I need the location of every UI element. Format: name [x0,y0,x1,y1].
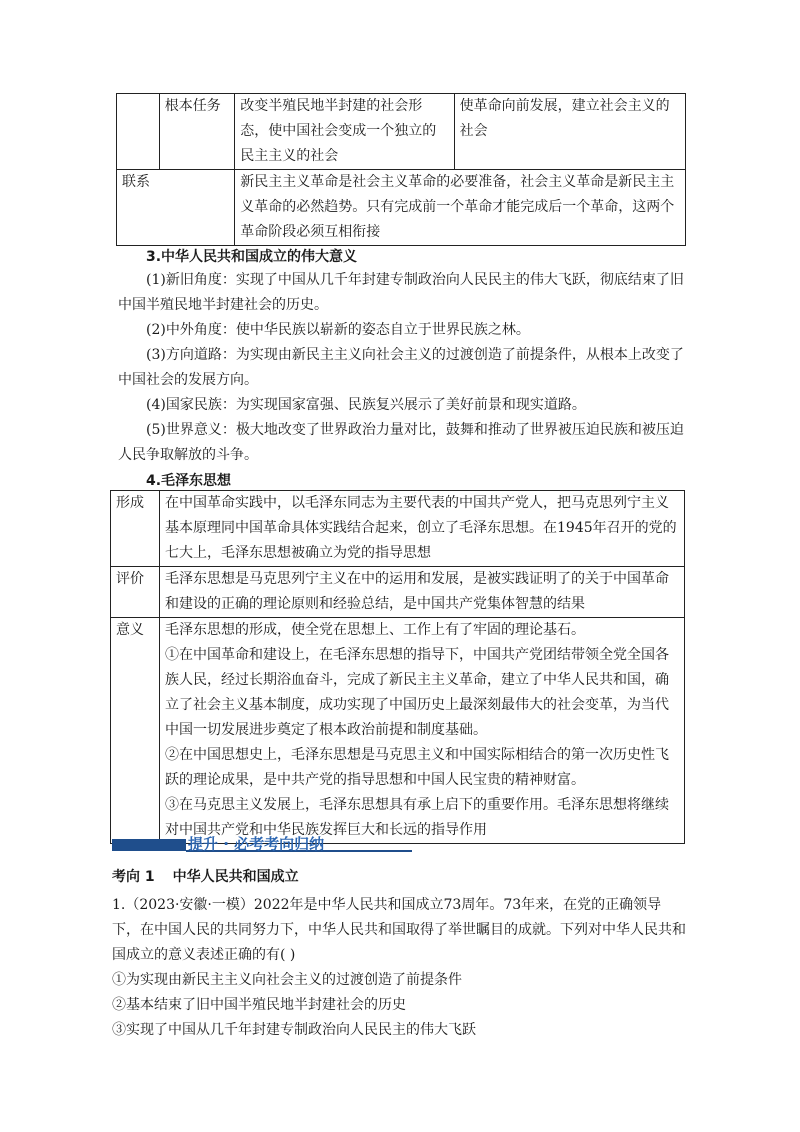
question-option: ②基本结束了旧中国半殖民地半封建社会的历史 [112,997,406,1013]
table-cell: 改变半殖民地半封建的社会形态，使中国社会变成一个独立的民主主义的社会 [235,94,454,170]
banner-title: 提升 · 必考考向归纳 [188,835,325,853]
table-row [117,170,686,246]
table-cell-label: 评价 [111,567,160,618]
question-category-heading [112,866,317,886]
cell-text: ①在中国革命和建设上，在毛泽东思想的指导下，中国共产党团结带领全党全国各族人民，经过长期浴血奋斗，完成了新民主主义革命，建立了中华人民共和国，确立了社会主义基本制度，成功实现了中国历史上最深刻最伟大的社会变革，为当代中国一切发展进步奠定了根本政治前提和制度基础。 [165,647,669,738]
table-cell-label: 联系 [117,170,235,246]
cell-text: ③在马克思主义发展上，毛泽东思想具有承上启下的重要作用。毛泽东思想将继续对中国共产党和中华民族发挥巨大和长远的指导作用 [165,797,669,838]
section-banner [112,833,412,855]
table-cell-label: 意义 [111,618,160,844]
cell-text: 毛泽东思想的形成，使全党在思想上、工作上有了牢固的理论基石。 [165,622,585,638]
banner-bar [112,839,186,851]
paragraph: (2)中外角度：使中华民族以崭新的姿态自立于世界民族之林。 [146,322,530,338]
table-cell-label: 根本任务 [159,94,235,170]
cell-text: 在中国革命实践中，以毛泽东同志为主要代表的中国共产党人，把马克思列宁主义基本原理同中国革命具体实践结合起来，创立了毛泽东思想。在1945年召开的党的七大上，毛泽东思想被确立为党的指导思想 [165,495,677,561]
paragraph: (5)世界意义：极大地改变了世界政治力量对比，鼓舞和推动了世界被压迫民族和被压迫人民争取解放的斗争。 [118,422,684,463]
table-cell-label: 形成 [111,491,160,567]
table-cell: 新民主主义革命是社会主义革命的必要准备，社会主义革命是新民主主义革命的必然趋势。只有完成前一个革命才能完成后一个革命，这两个革命阶段必须互相衔接 [235,170,686,246]
cell-text: 毛泽东思想是马克思列宁主义在中的运用和发展，是被实践证明了的关于中国革命和建设的正确的理论原则和经验总结，是中国共产党集体智慧的结果 [165,571,669,612]
table-cell [160,567,685,618]
paragraph: (3)方向道路：为实现由新民主主义向社会主义的过渡创造了前提条件，从根本上改变了中国社会的发展方向。 [118,347,684,388]
category-label: 考向 1 [112,869,155,885]
table-row [117,94,686,170]
mao-thought-table [110,490,685,844]
section-title: 4.毛泽东思想 [146,473,232,489]
table-cell-empty [117,94,160,170]
category-title: 中华人民共和国成立 [172,869,299,885]
table-cell [160,491,685,567]
section-title: 3.中华人民共和国成立的伟大意义 [146,249,358,265]
paragraph: (1)新旧角度：实现了中国从几千年封建专制政治向人民民主的伟大飞跃，彻底结束了旧中国半殖民地半封建社会的历史。 [118,272,684,313]
revolution-comparison-table [116,93,686,246]
table-row [111,618,685,844]
question-option: ①为实现由新民主主义向社会主义的过渡创造了前提条件 [112,972,462,988]
table-cell: 使革命向前发展，建立社会主义的社会 [454,94,685,170]
table-row [111,491,685,567]
table-row [111,567,685,618]
cell-text: ②在中国思想史上，毛泽东思想是马克思主义和中国实际相结合的第一次历史性飞跃的理论成果，是中共产党的指导思想和中国人民宝贵的精神财富。 [165,747,669,788]
table-cell [160,618,685,844]
question-stem: 1.（2023·安徽·一模）2022年是中华人民共和国成立73周年。73年来，在党的正确领导下，在中国人民的共同努力下，中华人民共和国取得了举世瞩目的成就。下列对中华人民共和国成立的意义表述正确的有( ) [112,897,686,963]
question-option: ③实现了中国从几千年封建专制政治向人民民主的伟大飞跃 [112,1022,476,1038]
paragraph: (4)国家民族：为实现国家富强、民族复兴展示了美好前景和现实道路。 [146,397,586,413]
